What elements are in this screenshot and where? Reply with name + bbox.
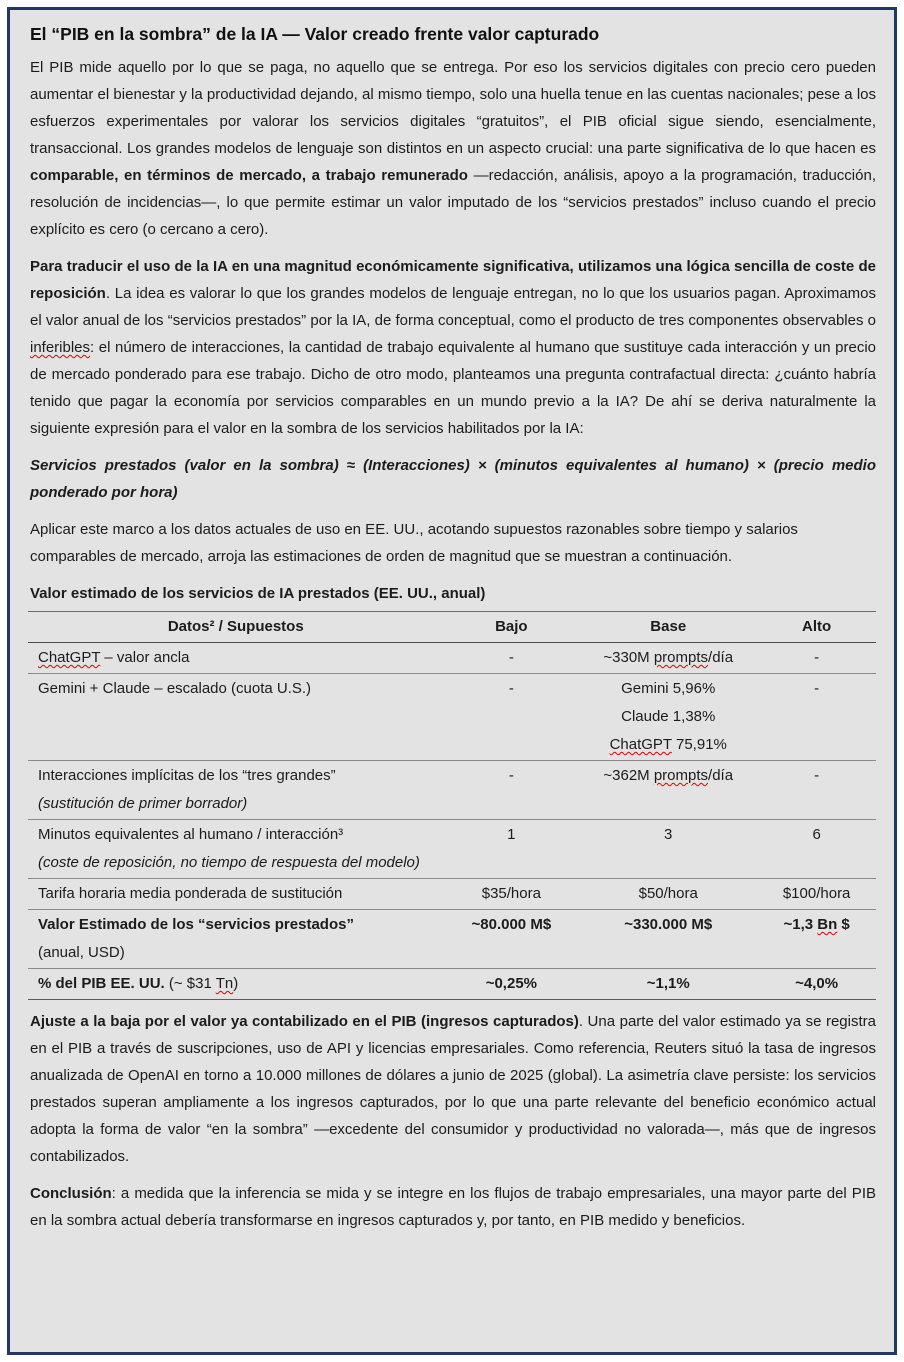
formula-shadow-value: Servicios prestados (valor en la sombra) ≈ (Interacciones) × (minutos equivalentes al humano) × (precio medio ponderado por hora) [30, 457, 876, 501]
paragraph-conclusion [30, 1180, 876, 1234]
col-header-alto: Alto [757, 612, 876, 643]
cell-alto: - [757, 674, 876, 761]
cell-base [579, 643, 757, 674]
text-segment: El PIB mide aquello por lo que se paga, no aquello que se entrega. Por eso los servicios digitales con precio cero pueden aumentar el bienestar y la productividad dejando, al mismo tiempo, solo una huella tenue en las cuentas nacionales; pese a los esfuerzos experimentales por valorar los servicios digitales “gratuitos”, el PIB oficial sigue siendo, esencialmente, transaccional. Los grandes modelos de lenguaje son distintos en un aspecto crucial: una parte significativa de lo que hacen es [30, 59, 876, 157]
text-segment: ~1,3 [783, 916, 818, 933]
cell-alto: 6 [757, 820, 876, 879]
misspelled-word: ChatGPT [609, 736, 672, 753]
paragraph-replacement-cost-logic [30, 253, 876, 442]
cell-alto: $100/hora [757, 879, 876, 910]
text-segment: 75,91% [671, 736, 727, 753]
table-row-chatgpt-anchor [28, 643, 876, 674]
text-segment: . La idea es valorar lo que los grandes modelos de lenguaje entregan, no lo que los usuarios pagan. Aproximamos el valor anual de los “servicios prestados” por la IA, de forma conceptual, como el producto de tres componentes observables o [30, 285, 876, 329]
misspelled-word: prompts [653, 767, 709, 784]
text-segment-bold: % del PIB EE. UU. [38, 975, 165, 992]
cell-alto [757, 910, 876, 969]
label-note: (coste de reposición, no tiempo de respuesta del modelo) [38, 854, 420, 871]
misspelled-word: Bn [817, 916, 838, 933]
text-segment-bold: Ajuste a la baja por el valor ya contabilizado en el PIB (ingresos capturados) [30, 1013, 579, 1030]
cell-bajo: ~80.000 M$ [444, 910, 580, 969]
share-gemini: Gemini 5,96% [621, 680, 716, 697]
cell-base: ~1,1% [579, 969, 757, 1000]
table-title: Valor estimado de los servicios de IA prestados (EE. UU., anual) [30, 585, 486, 602]
cell-base: $50/hora [579, 879, 757, 910]
text-segment: Minutos equivalentes al humano / interacción³ [38, 826, 344, 843]
page-title: El “PIB en la sombra” de la IA — Valor creado frente valor capturado [30, 24, 600, 44]
text-segment: /día [708, 767, 734, 784]
col-header-bajo: Bajo [444, 612, 580, 643]
document-page [7, 7, 897, 1355]
cell-bajo: $35/hora [444, 879, 580, 910]
paragraph-downward-adjustment [30, 1008, 876, 1170]
table-row-estimated-value [28, 910, 876, 969]
text-segment: ~362M [603, 767, 654, 784]
text-segment-bold: Conclusión [30, 1185, 112, 1202]
cell-bajo: - [444, 674, 580, 761]
cell-bajo: - [444, 643, 580, 674]
table-row-minutes-equivalent [28, 820, 876, 879]
label-note: (anual, USD) [38, 944, 125, 961]
misspelled-word: prompts [653, 649, 709, 666]
text-segment: —redacción, análisis, apoyo a la programación, traducción, resolución de incidencias—, lo que permite estimar un valor imputado de los “servicios prestados” incluso cuando el precio explícito es cero (o cercano a cero). [30, 167, 876, 238]
cell-alto: - [757, 643, 876, 674]
table-row-gemini-claude-scaling [28, 674, 876, 761]
cell-bajo: 1 [444, 820, 580, 879]
cell-label [28, 820, 444, 879]
estimates-table [28, 611, 876, 1000]
cell-base: 3 [579, 820, 757, 879]
table-header-row [28, 612, 876, 643]
cell-label: Tarifa horaria media ponderada de sustitución [28, 879, 444, 910]
share-chatgpt [581, 731, 755, 759]
cell-base: ~330.000 M$ [579, 910, 757, 969]
cell-bajo: ~0,25% [444, 969, 580, 1000]
col-header-base: Base [579, 612, 757, 643]
share-claude: Claude 1,38% [621, 708, 716, 725]
table-row-hourly-rate [28, 879, 876, 910]
label-note: (sustitución de primer borrador) [38, 795, 248, 812]
cell-label [28, 910, 444, 969]
text-segment-bold: Para traducir el uso de la IA en una magnitud económicamente significativa, utilizamos una lógica sencilla de coste de reposición [30, 258, 876, 302]
cell-bajo: - [444, 761, 580, 820]
cell-alto: ~4,0% [757, 969, 876, 1000]
text-segment-bold: Valor Estimado de los “servicios prestados” [38, 916, 354, 933]
misspelled-word: Tn [215, 975, 234, 992]
cell-label [28, 643, 444, 674]
cell-base [579, 674, 757, 761]
text-segment: : a medida que la inferencia se mida y se integre en los flujos de trabajo empresariales, una mayor parte del PIB en la sombra actual debería transformarse en ingresos capturados y, por tanto, en PIB medido y beneficios. [30, 1185, 876, 1229]
table-row-implied-interactions [28, 761, 876, 820]
text-segment: ~330M [603, 649, 654, 666]
text-segment: /día [708, 649, 734, 666]
cell-label [28, 969, 444, 1000]
text-segment-bold: comparable, en términos de mercado, a trabajo remunerado [30, 167, 468, 184]
text-segment: – valor ancla [100, 649, 190, 666]
paragraph-gdp-measures [30, 54, 876, 243]
col-header-datos-supuestos: Datos² / Supuestos [28, 612, 444, 643]
text-segment: : el número de interacciones, la cantidad de trabajo equivalente al humano que sustituye cada interacción y un precio de mercado ponderado para ese trabajo. Dicho de otro modo, planteamos una pregunta contrafactual directa: ¿cuánto habría tenido que pagar la economía por servicios comparables en un mundo previo a la IA? De ahí se deriva naturalmente la siguiente expresión para el valor en la sombra de los servicios habilitados por la IA: [30, 339, 876, 437]
text-segment: $ [837, 916, 850, 933]
text-segment: . Una parte del valor estimado ya se registra en el PIB a través de suscripciones, uso de API y licencias empresariales. Como referencia, Reuters situó la tasa de ingresos anualizada de OpenAI en torno a 10.000 millones de dólares a junio de 2025 (global). La asimetría clave persiste: los servicios prestados superan ampliamente a los ingresos capturados, por lo que una parte relevante del beneficio económico actual adopta la forma de valor “en la sombra” —excedente del consumidor y productividad no valorada—, más que de ingresos contabilizados. [30, 1013, 876, 1165]
misspelled-word: ChatGPT [38, 649, 101, 666]
table-row-pct-gdp [28, 969, 876, 1000]
cell-alto: - [757, 761, 876, 820]
text-segment: ) [233, 975, 239, 992]
cell-label: Gemini + Claude – escalado (cuota U.S.) [28, 674, 444, 761]
text-segment: (~ $31 [164, 975, 216, 992]
cell-label [28, 761, 444, 820]
misspelled-word: inferibles [30, 339, 91, 356]
cell-base [579, 761, 757, 820]
paragraph-apply-framework: Aplicar este marco a los datos actuales de uso en EE. UU., acotando supuestos razonables sobre tiempo y salarios comparables de mercado, arroja las estimaciones de orden de magnitud que se muestran a continuación. [30, 521, 798, 565]
text-segment: Interacciones implícitas de los “tres grandes” [38, 767, 336, 784]
